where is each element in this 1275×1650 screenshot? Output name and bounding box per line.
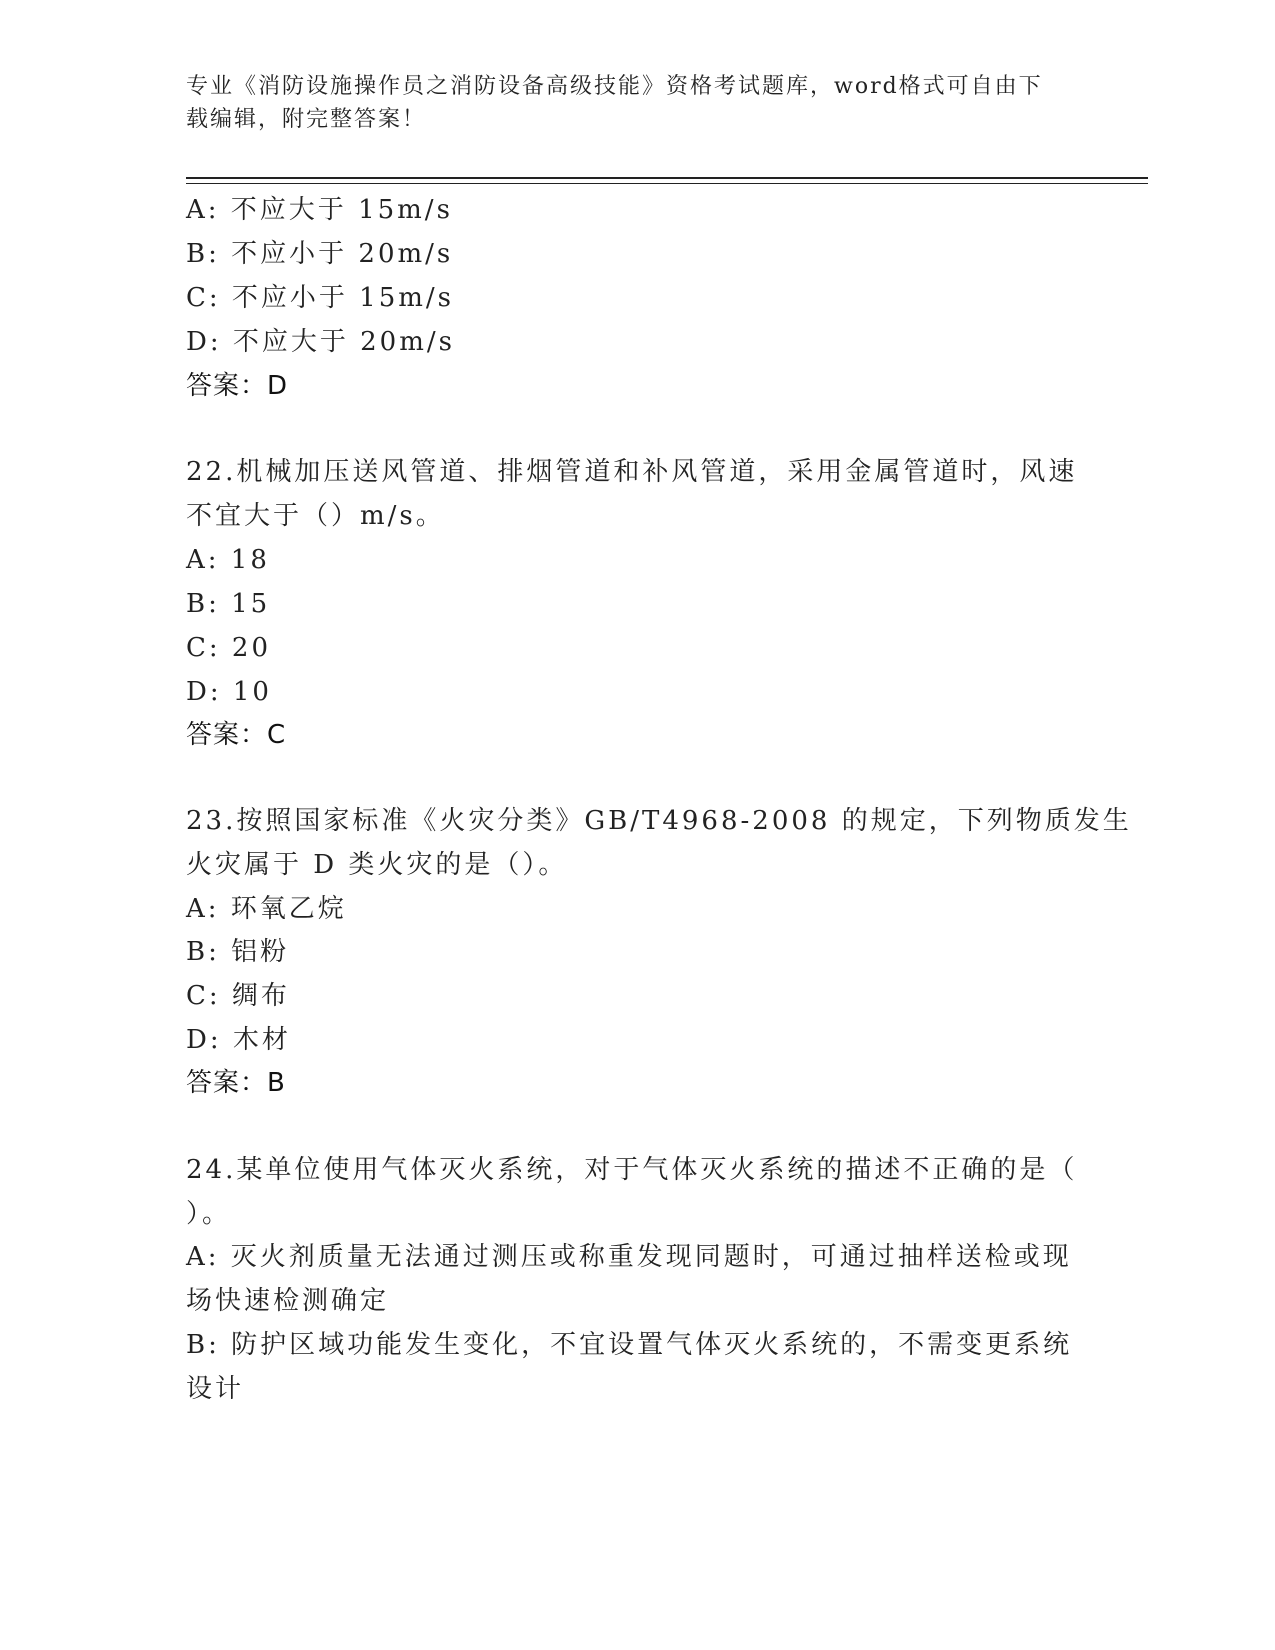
q23-option-a: A: 环氧乙烷 [186,894,347,924]
q24-option-a-line-1: A: 灭火剂质量无法通过测压或称重发现同题时，可通过抽样送检或现 [186,1242,1072,1272]
header-divider [186,177,1148,179]
q22-option-d: D: 10 [186,677,272,707]
q23-option-d: D: 木材 [186,1025,291,1055]
q22-option-a: A: 18 [186,545,270,575]
document-header [186,70,1066,136]
q22-stem-line-2: 不宜大于（）m/s。 [186,501,445,531]
q24-option-a-line-2: 场快速检测确定 [186,1286,390,1316]
q22-option-b: B: 15 [186,589,271,619]
q24-stem-line-2: ）。 [186,1199,232,1229]
q21-option-d: D: 不应大于 20m/s [186,327,455,357]
q23-option-b: B: 铝粉 [186,937,290,967]
q21-answer: 答案：D [186,371,289,401]
q23-option-c: C: 绸布 [186,981,290,1011]
q23-answer: 答案：B [186,1068,286,1098]
header-line-2: 载编辑，附完整答案！ [186,107,427,132]
q23-stem-line-1: 23.按照国家标准《火灾分类》GB/T4968-2008 的规定，下列物质发生 [186,806,1132,836]
q24-option-b-line-1: B: 防护区域功能发生变化，不宜设置气体灭火系统的，不需变更系统 [186,1330,1073,1360]
header-divider-thin [186,183,1148,184]
q21-option-c: C: 不应小于 15m/s [186,283,455,313]
q22-stem-line-1: 22.机械加压送风管道、排烟管道和补风管道，采用金属管道时，风速 [186,457,1078,487]
q21-option-a: A: 不应大于 15m/s [186,195,453,225]
header-line-1: 专业《消防设施操作员之消防设备高级技能》资格考试题库，word格式可自由下 [186,74,1043,99]
q22-answer: 答案：C [186,720,287,750]
q24-option-b-line-2: 设计 [186,1374,245,1404]
q21-option-b: B: 不应小于 20m/s [186,239,454,269]
q24-stem-line-1: 24.某单位使用气体灭火系统，对于气体灭火系统的描述不正确的是（ [186,1155,1078,1185]
q23-stem-line-2: 火灾属于 D 类火灾的是（）。 [186,850,568,880]
q22-option-c: C: 20 [186,633,272,663]
